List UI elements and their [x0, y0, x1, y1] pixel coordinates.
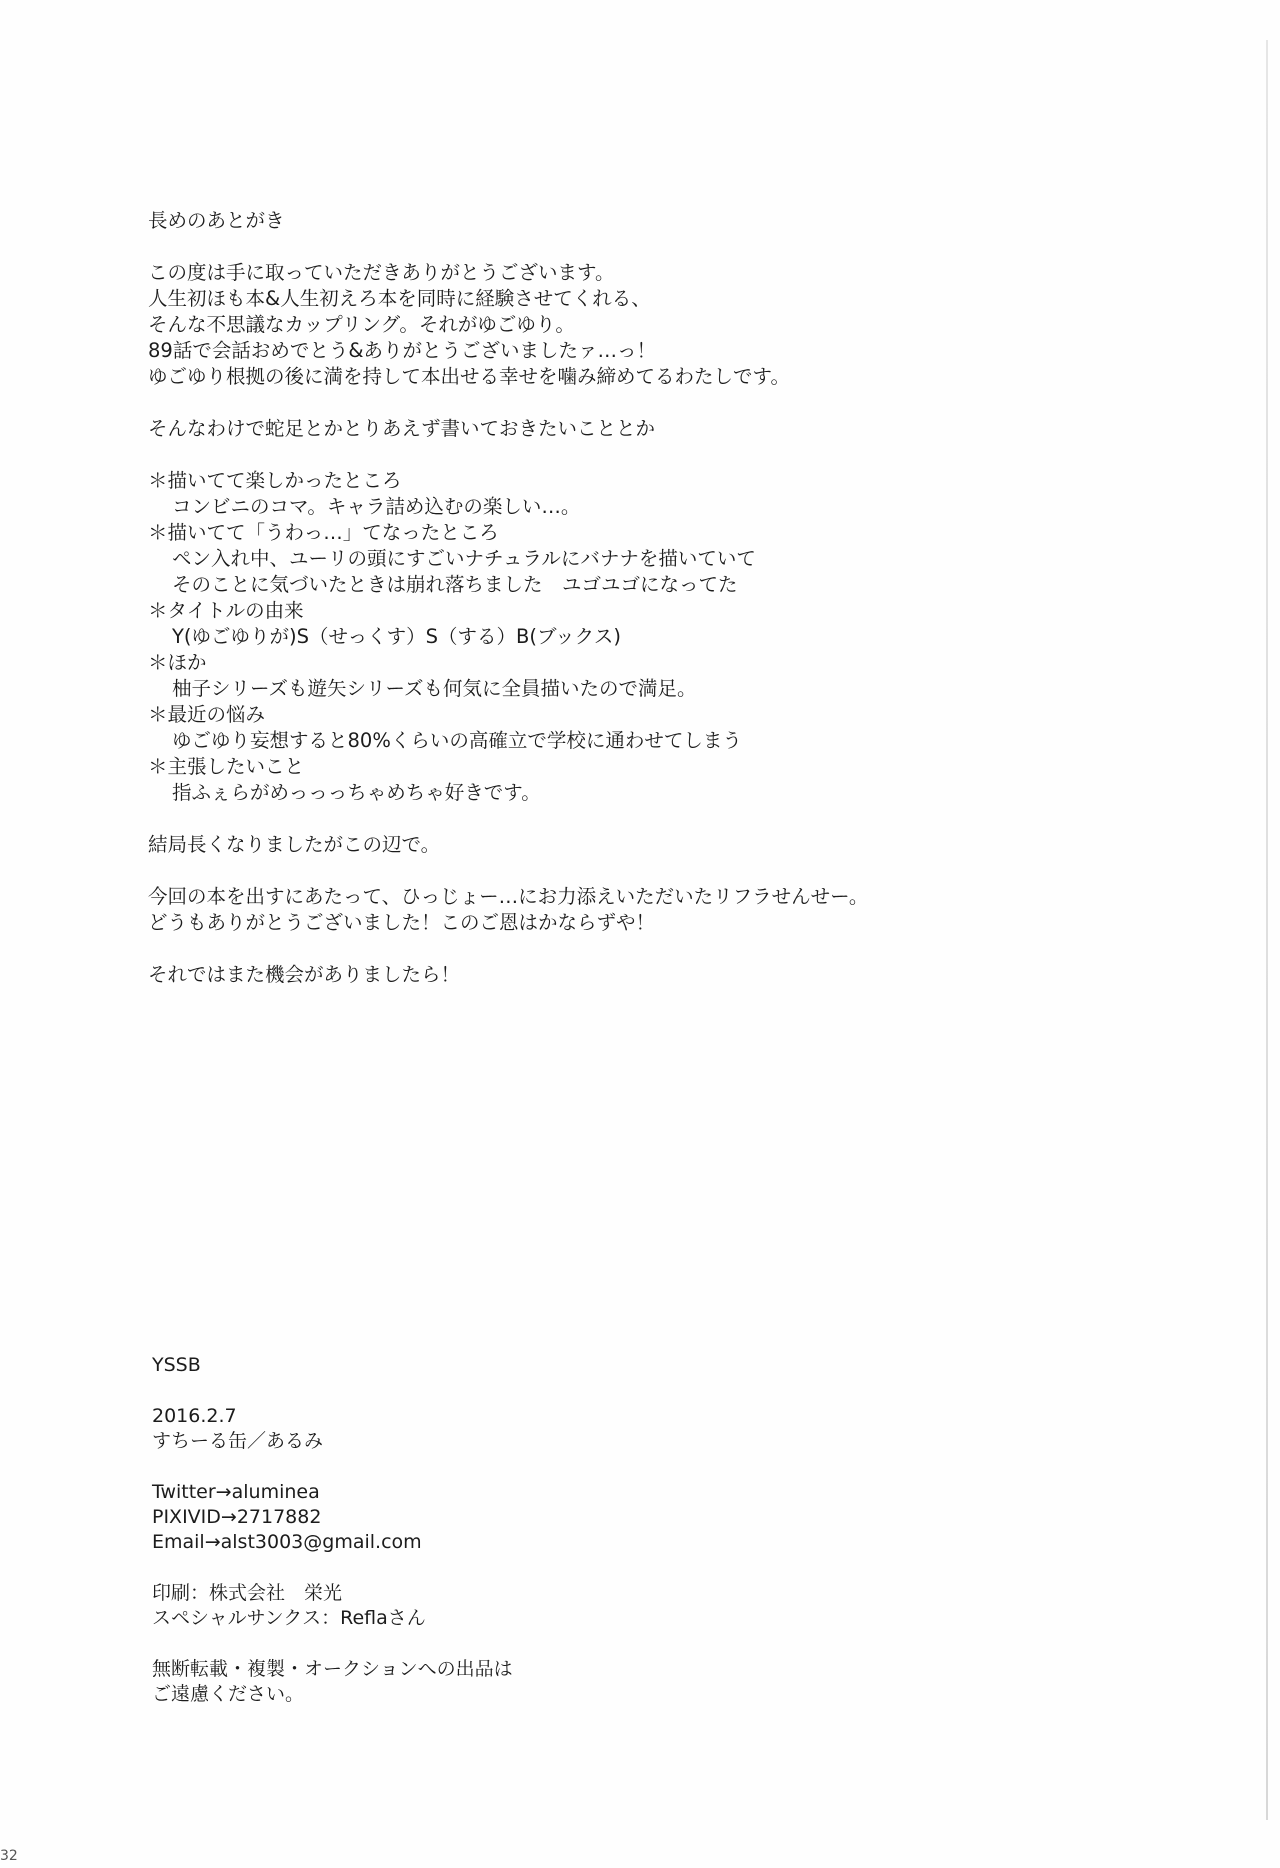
intro-line: 89話で会話おめでとう&ありがとうございましたァ…っ！ [148, 339, 657, 362]
colophon [152, 1353, 852, 1707]
publication-date: 2016.2.7 [152, 1405, 237, 1427]
special-thanks: スペシャルサンクス：Reflaさん [152, 1607, 426, 1629]
item-heading: ＊描いてて「うわっ…」てなったところ [148, 521, 499, 544]
item-heading: ＊描いてて楽しかったところ [148, 469, 402, 492]
notice-line: ご遠慮ください。 [152, 1683, 305, 1705]
book-title: YSSB [152, 1354, 201, 1376]
circle-author: すちーる缶／あるみ [152, 1430, 324, 1452]
notice-line: 無断転載・複製・オークションへの出品は [152, 1658, 513, 1680]
pixiv-contact: PIXIVID→2717882 [152, 1506, 322, 1528]
item-body: 柚子シリーズも遊矢シリーズも何気に全員描いたので満足。 [172, 677, 697, 700]
page-edge-shadow [1266, 40, 1268, 1820]
item-body: そのことに気づいたときは崩れ落ちました ユゴユゴになってた [172, 573, 738, 596]
afterword-section [148, 208, 1148, 988]
intro-line: この度は手に取っていただきありがとうございます。 [148, 261, 615, 284]
item-body: ペン入れ中、ユーリの頭にすごいナチュラルにバナナを描いていて [172, 547, 756, 570]
afterword-lead: そんなわけで蛇足とかとりあえず書いておきたいこととか [148, 417, 656, 440]
credits-block [152, 1581, 852, 1631]
item-heading: ＊ほか [148, 651, 207, 674]
contact-block [152, 1480, 852, 1555]
thanks-line: どうもありがとうございました！このご恩はかならずや！ [148, 911, 656, 934]
item-body: 指ふぇらがめっっっちゃめちゃ好きです。 [172, 781, 541, 804]
item-body: コンビニのコマ。キャラ詰め込むの楽しい…。 [172, 495, 581, 518]
email-contact: Email→alst3003@gmail.com [152, 1531, 422, 1553]
thanks-line: 今回の本を出すにあたって、ひっじょー…にお力添えいただいたリフラせんせー。 [148, 885, 869, 908]
intro-line: 人生初ほも本&人生初えろ本を同時に経験させてくれる、 [148, 287, 651, 310]
intro-line: そんな不思議なカップリング。それがゆごゆり。 [148, 313, 575, 336]
publication-block [152, 1404, 852, 1454]
notice-block [152, 1657, 852, 1707]
page-number: 32 [0, 1848, 18, 1864]
item-heading: ＊タイトルの由来 [148, 599, 304, 622]
printer-credit: 印刷：株式会社 栄光 [152, 1582, 343, 1604]
item-heading: ＊最近の悩み [148, 703, 266, 726]
farewell-line: それではまた機会がありましたら！ [148, 963, 461, 986]
intro-line: ゆごゆり根拠の後に満を持して本出せる幸せを噛み締めてるわたしです。 [148, 365, 790, 388]
item-heading: ＊主張したいこと [148, 755, 305, 778]
twitter-contact: Twitter→aluminea [152, 1481, 320, 1503]
closing-line: 結局長くなりましたがこの辺で。 [148, 833, 441, 856]
item-body: Y(ゆごゆりが)S（せっくす）S（する）B(ブックス) [172, 625, 622, 648]
item-body: ゆごゆり妄想すると80%くらいの高確立で学校に通わせてしまう [172, 729, 742, 752]
afterword-heading: 長めのあとがき [148, 209, 285, 232]
